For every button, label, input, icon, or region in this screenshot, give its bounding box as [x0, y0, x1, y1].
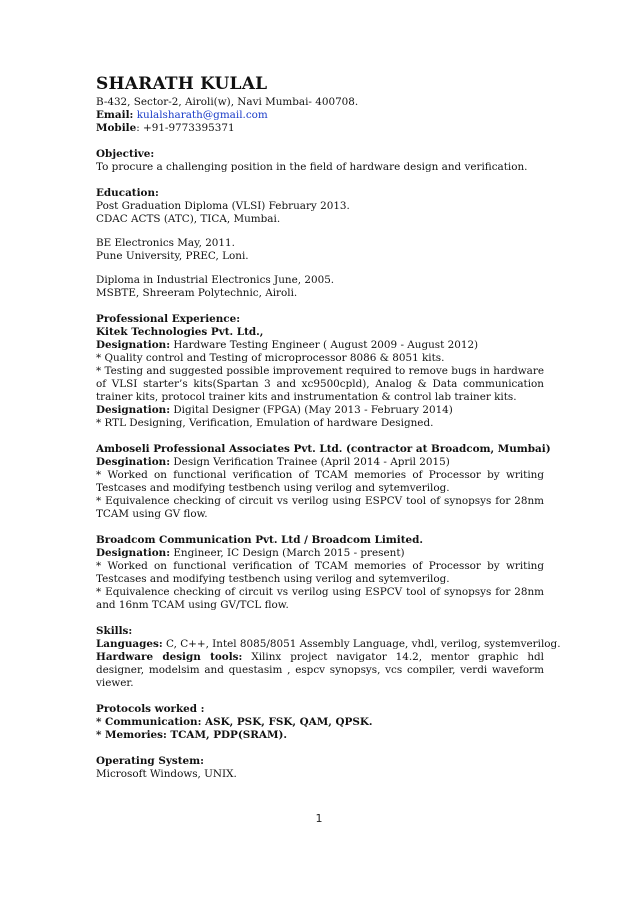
education-heading: Education:	[96, 187, 159, 199]
education-degree: Post Graduation Diploma (VLSI) February 2013.	[96, 200, 350, 212]
tools-label: Hardware design tools:	[96, 651, 243, 663]
mobile-label: Mobile	[96, 122, 137, 134]
designation-text: Hardware Testing Engineer ( August 2009 - August 2012)	[170, 339, 479, 351]
skills-heading: Skills:	[96, 625, 133, 637]
designation-label: Designation:	[96, 339, 171, 351]
languages-text: C, C++, Intel 8085/8051 Assembly Language, vhdl, verilog, systemverilog.	[162, 638, 561, 650]
education-institute: MSBTE, Shreeram Polytechnic, Airoli.	[96, 287, 298, 299]
resume-content	[96, 74, 561, 781]
job-bullet: * RTL Designing, Verification, Emulation of hardware Designed.	[96, 417, 434, 429]
protocols-communication: * Communication: ASK, PSK, FSK, QAM, QPSK.	[96, 716, 373, 728]
job-bullet: * Worked on functional verification of TCAM memories of Processor by writing Testcases and modifying testbench using verilog and sytemverilog.	[96, 469, 544, 494]
tools-text: Xilinx project navigator 14.2, mentor graphic hdl designer, modelsim and questasim , espcv synopsys, vcs compiler, verdi waveform viewer.	[96, 651, 544, 689]
objective-heading: Objective:	[96, 148, 155, 160]
designation-line	[96, 456, 544, 469]
company-name: Amboseli Professional Associates Pvt. Ltd. (contractor at Broadcom, Mumbai)	[96, 443, 551, 455]
company-name: Kitek Technologies Pvt. Ltd.,	[96, 326, 264, 338]
designation-label: Desgination:	[96, 456, 171, 468]
os-text: Microsoft Windows, UNIX.	[96, 768, 237, 780]
candidate-name: SHARATH KULAL	[96, 74, 268, 94]
education-institute: Pune University, PREC, Loni.	[96, 250, 249, 262]
designation-text: Engineer, IC Design (March 2015 - present)	[170, 547, 405, 559]
job-bullet: * Equivalence checking of circuit vs verilog using ESPCV tool of synopsys for 28nm TCAM using GV flow.	[96, 495, 544, 520]
education-degree: BE Electronics May, 2011.	[96, 237, 235, 249]
experience-heading: Professional Experience:	[96, 313, 241, 325]
mobile-number: : +91-9773395371	[136, 122, 235, 134]
company-name: Broadcom Communication Pvt. Ltd / Broadcom Limited.	[96, 534, 424, 546]
os-heading: Operating System:	[96, 755, 204, 767]
email-line	[96, 109, 544, 122]
job-bullet: * Quality control and Testing of microprocessor 8086 & 8051 kits.	[96, 352, 445, 364]
education-institute: CDAC ACTS (ATC), TICA, Mumbai.	[96, 213, 281, 225]
designation-line	[96, 404, 544, 417]
job-bullet: * Testing and suggested possible improvement required to remove bugs in hardware of VLSI starter’s kits(Spartan 3 and xc9500cpld), Analog & Data communication trainer kits, protocol trainer kits and instrumentation & control lab trainer kits.	[96, 365, 544, 403]
job-bullet: * Equivalence checking of circuit vs verilog using ESPCV tool of synopsys for 28nm and 16nm TCAM using GV/TCL flow.	[96, 586, 544, 611]
education-degree: Diploma in Industrial Electronics June, 2005.	[96, 274, 335, 286]
languages-line	[96, 638, 561, 651]
designation-text: Design Verification Trainee (April 2014 - April 2015)	[170, 456, 450, 468]
mobile-line	[96, 122, 544, 135]
designation-label: Designation:	[96, 404, 171, 416]
email-label: Email:	[96, 109, 134, 121]
protocols-heading: Protocols worked :	[96, 703, 205, 715]
designation-label: Designation:	[96, 547, 171, 559]
protocols-memories: * Memories: TCAM, PDP(SRAM).	[96, 729, 288, 741]
education-entry	[96, 200, 544, 226]
email-link[interactable]: kulalsharath@gmail.com	[136, 109, 268, 121]
job-bullet: * Worked on functional verification of TCAM memories of Processor by writing Testcases and modifying testbench using verilog and sytemverilog.	[96, 560, 544, 585]
education-entry	[96, 274, 544, 300]
languages-label: Languages:	[96, 638, 163, 650]
designation-text: Digital Designer (FPGA) (May 2013 - February 2014)	[170, 404, 453, 416]
address: B-432, Sector-2, Airoli(w), Navi Mumbai- 400708.	[96, 96, 359, 108]
education-entry	[96, 237, 544, 263]
page-number: 1	[315, 812, 323, 825]
designation-line	[96, 547, 544, 560]
designation-line	[96, 339, 544, 352]
tools-line	[96, 651, 544, 690]
objective-text: To procure a challenging position in the field of hardware design and verification.	[96, 161, 528, 173]
